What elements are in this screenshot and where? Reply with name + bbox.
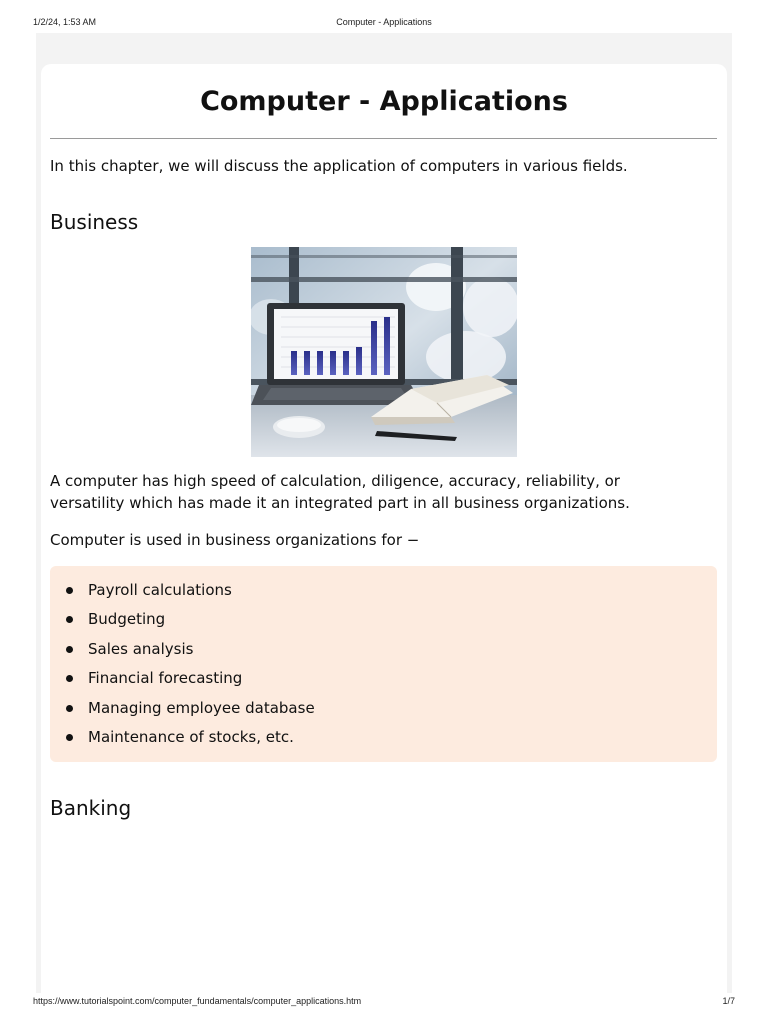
list-item — [50, 638, 315, 667]
list-item — [50, 579, 315, 608]
print-page-title: Computer - Applications — [336, 17, 432, 27]
business-paragraph-line-1: A computer has high speed of calculation, diligence, accuracy, reliability, or — [50, 472, 620, 490]
section-heading-business: Business — [50, 210, 139, 234]
list-item — [50, 697, 315, 726]
business-laptop-image — [251, 247, 517, 457]
bullet-icon — [66, 587, 73, 594]
page-number: 1/7 — [722, 996, 735, 1006]
print-header — [0, 17, 768, 29]
bullet-icon — [66, 705, 73, 712]
list-item-text: Maintenance of stocks, etc. — [88, 727, 294, 746]
bullet-icon — [66, 675, 73, 682]
section-heading-banking: Banking — [50, 796, 132, 820]
list-item — [50, 726, 315, 755]
bullet-icon — [66, 646, 73, 653]
business-uses-list — [50, 566, 717, 762]
list-item — [50, 608, 315, 637]
list-item-text: Managing employee database — [88, 698, 315, 717]
list-item-text: Budgeting — [88, 610, 166, 629]
print-datetime: 1/2/24, 1:53 AM — [33, 17, 97, 27]
business-uses-intro: Computer is used in business organizations for − — [50, 531, 420, 549]
bullet-icon — [66, 734, 73, 741]
title-divider — [50, 138, 717, 139]
list-item — [50, 667, 315, 696]
bullet-icon — [66, 616, 73, 623]
print-footer — [0, 996, 768, 1008]
list-item-text: Financial forecasting — [88, 669, 243, 688]
page-url-link[interactable]: https://www.tutorialspoint.com/computer_fundamentals/computer_applications.htm — [33, 996, 362, 1006]
intro-paragraph: In this chapter, we will discuss the application of computers in various fields. — [50, 157, 628, 175]
list-item-text: Payroll calculations — [88, 581, 232, 599]
business-paragraph-line-2: versatility which has made it an integrated part in all business organizations. — [50, 494, 630, 512]
list-item-text: Sales analysis — [88, 639, 194, 658]
page-title: Computer - Applications — [200, 86, 568, 117]
